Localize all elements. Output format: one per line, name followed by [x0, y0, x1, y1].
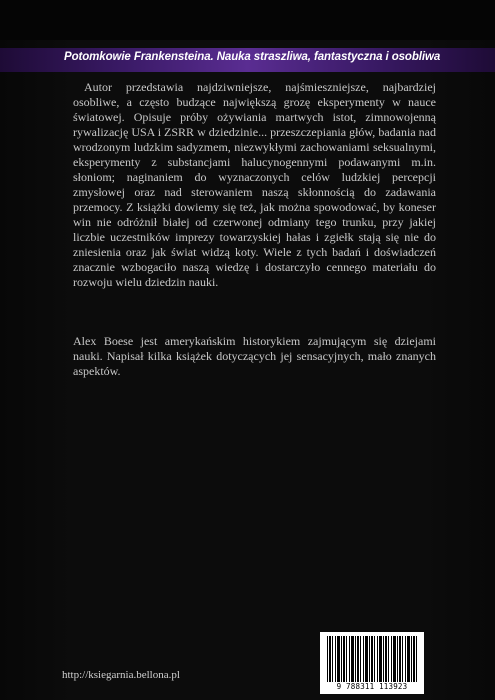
publisher-website-link[interactable]: http://ksiegarnia.bellona.pl [62, 669, 180, 681]
barcode-bars [327, 636, 417, 682]
barcode-number: 9 788311 113923 [336, 682, 408, 691]
series-title: Potomkowie Frankensteina. Nauka straszliwa, fantastyczna i osobliwa [64, 51, 441, 63]
top-dark-band [0, 0, 495, 40]
author-bio: Alex Boese jest amerykańskim historykiem zajmującym się dziejami nauki. Napisał kilka książek dotyczących jej sensacyjnych, mało znanych aspektów. [73, 334, 436, 378]
isbn-barcode [320, 632, 424, 694]
book-description: Autor przedstawia najdziwniejsze, najśmieszniejsze, najbardziej osobliwe, a często budzące największą grozę eksperymenty w nauce światowej. Opisuje próby ożywiania martwych istot, zimnowojenną rywalizację USA i ZSRR w dziedzinie... przeszczepiania głów, badania nad wrodzonym ludzkim sadyzmem, niezwykłymi zachowaniami seksualnymi, eksperymenty z substancjami halucynogennymi podawanymi m.in. słoniom; naginaniem do wyznaczonych celów ludzkiej percepcji zmysłowej oraz nad sterowaniem naszą skłonnością do zadawania przemocy. Z książki dowiemy się też, jak można spowodować, by koneser win nie odróżnił białej od czerwonej odmiany tego trunku, przy jakiej liczbie uczestników imprezy towarzyskiej hałas i zgiełk stają się nie do zniesienia oraz jak świat widzą koty. Wiele z tych badań i doświadczeń znacznie wzbogaciło naszą wiedzę i dostarczyło cennego materiału do rozwoju wielu dziedzin nauki. [73, 80, 436, 289]
